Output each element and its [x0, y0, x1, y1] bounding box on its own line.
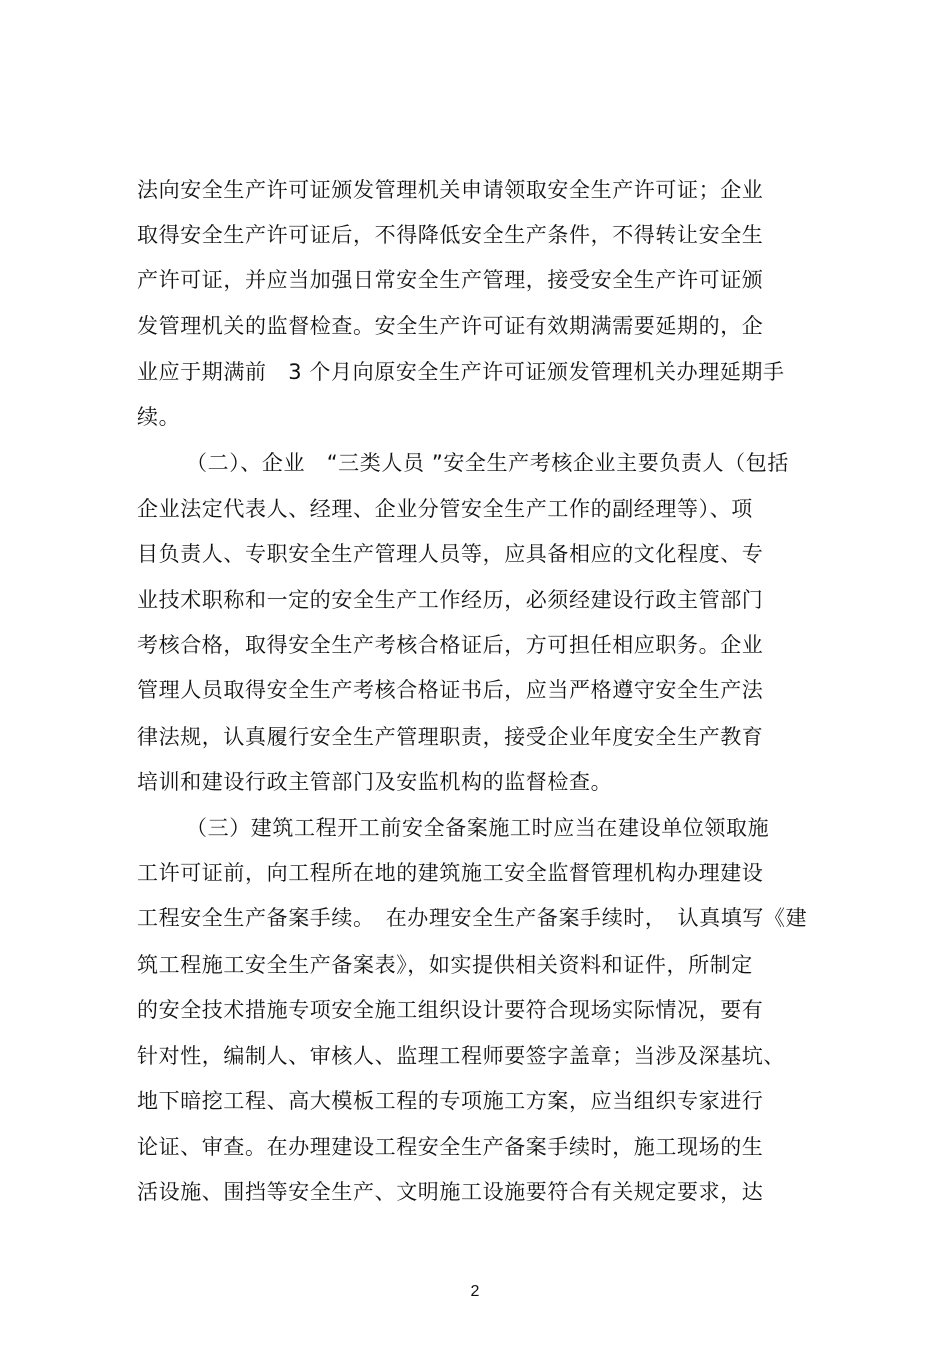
text-line: 业应于期满前 3 个月向原安全生产许可证颁发管理机关办理延期手 — [137, 360, 785, 384]
text-line: 活设施、围挡等安全生产、文明施工设施要符合有关规定要求，达 — [137, 1180, 764, 1204]
paragraph-start-line: （二）、企业 “三类人员 ”安全生产考核企业主要负责人（包括 — [186, 451, 789, 475]
text-line: 产许可证，并应当加强日常安全生产管理，接受安全生产许可证颁 — [137, 268, 764, 292]
text-line: 培训和建设行政主管部门及安监机构的监督检查。 — [137, 770, 613, 794]
text-line: 法向安全生产许可证颁发管理机关申请领取安全生产许可证；企业 — [137, 178, 764, 202]
text-line: 取得安全生产许可证后，不得降低安全生产条件，不得转让安全生 — [137, 223, 764, 247]
text-line: 律法规，认真履行安全生产管理职责，接受企业年度安全生产教育 — [137, 725, 764, 749]
text-line: 业技术职称和一定的安全生产工作经历，必须经建设行政主管部门 — [137, 588, 764, 612]
text-line: 工许可证前，向工程所在地的建筑施工安全监督管理机构办理建设 — [137, 861, 764, 885]
text-line: 筑工程施工安全生产备案表》，如实提供相关资料和证件，所制定 — [137, 953, 753, 977]
text-line: 针对性，编制人、审核人、监理工程师要签字盖章；当涉及深基坑、 — [137, 1044, 785, 1068]
page-number: 2 — [470, 1283, 480, 1300]
text-line: 发管理机关的监督检查。安全生产许可证有效期满需要延期的，企 — [137, 314, 764, 338]
text-line: 续。 — [137, 405, 181, 429]
text-line: 的安全技术措施专项安全施工组织设计要符合现场实际情况，要有 — [137, 998, 764, 1022]
paragraph-start-line: （三）建筑工程开工前安全备案施工时应当在建设单位领取施 — [186, 816, 770, 840]
text-line: 考核合格，取得安全生产考核合格证后，方可担任相应职务。企业 — [137, 633, 764, 657]
text-line: 管理人员取得安全生产考核合格证书后，应当严格遵守安全生产法 — [137, 678, 764, 702]
text-line: 企业法定代表人、经理、企业分管安全生产工作的副经理等）、项 — [137, 497, 753, 521]
text-line: 论证、审查。在办理建设工程安全生产备案手续时，施工现场的生 — [137, 1135, 764, 1159]
text-line: 地下暗挖工程、高大模板工程的专项施工方案，应当组织专家进行 — [137, 1089, 764, 1113]
text-line: 目负责人、专职安全生产管理人员等，应具备相应的文化程度、专 — [137, 542, 764, 566]
text-line: 工程安全生产备案手续。 在办理安全生产备案手续时， 认真填写《建 — [137, 906, 808, 930]
